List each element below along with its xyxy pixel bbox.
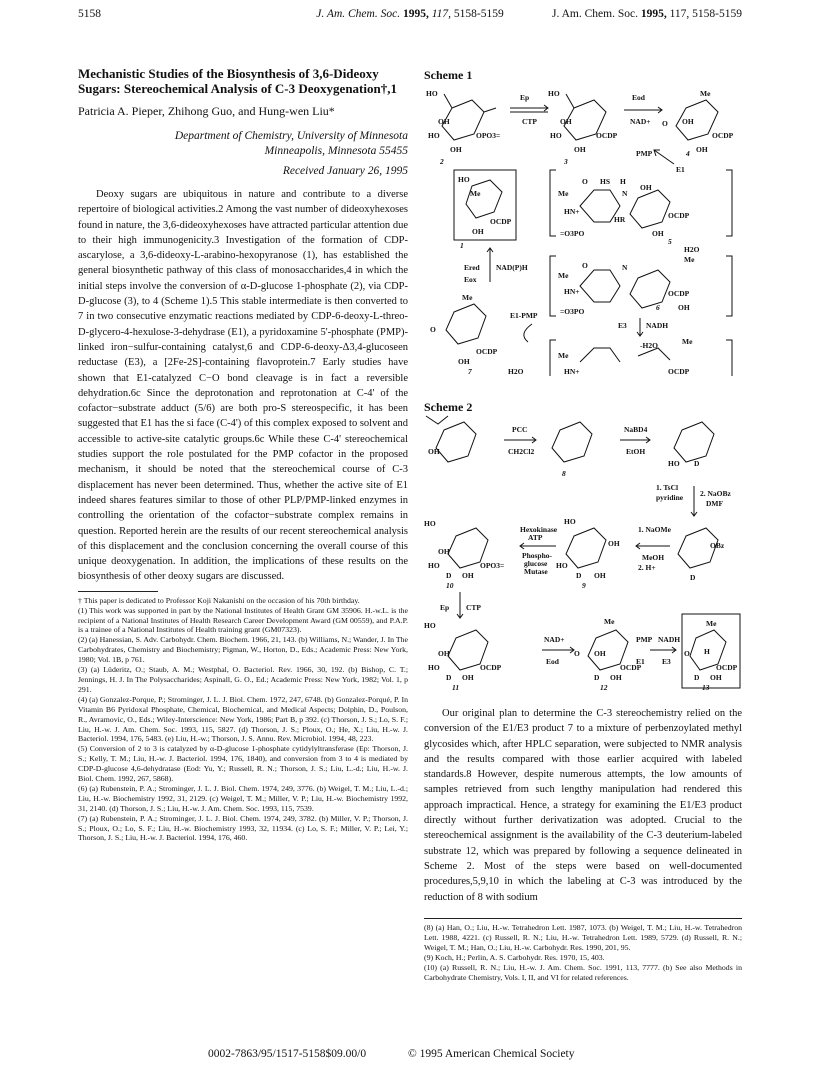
svg-text:D: D bbox=[690, 573, 696, 582]
svg-text:N: N bbox=[622, 263, 628, 272]
svg-text:Phospho-: Phospho- bbox=[522, 551, 553, 560]
svg-text:OH: OH bbox=[640, 183, 652, 192]
svg-text:EtOH: EtOH bbox=[626, 447, 646, 456]
svg-text:OH: OH bbox=[438, 649, 450, 658]
footnotes-left bbox=[78, 596, 408, 844]
footnote: (5) Conversion of 2 to 3 is catalyzed by α-D-glucose 1-phosphate cytidylyltransferase (Ep: Thorson, J. S.; Kelly, T. M.; Liu, H.-w. J. Bacteriol. 1994, 176, 1840), and conversion from 3 to 4 is mediated by CDP-D-glucose 4,6-dehydratase (Eod: Yu, Y.; Russell, R. N.; Thorson, J. S.; Liu, L.-d.; Liu, H.-w. J. Biol. Chem. 1992, 267, 5868). bbox=[78, 744, 408, 784]
svg-text:OH: OH bbox=[462, 673, 474, 682]
footnotes-right bbox=[424, 918, 742, 982]
svg-text:OCDP: OCDP bbox=[716, 663, 738, 672]
s1-ho: HO bbox=[426, 89, 438, 98]
svg-text:OH: OH bbox=[450, 145, 462, 154]
svg-text:HN+: HN+ bbox=[564, 287, 580, 296]
svg-text:OCDP: OCDP bbox=[668, 367, 690, 376]
svg-text:H2O: H2O bbox=[684, 245, 700, 254]
svg-text:H2O: H2O bbox=[508, 367, 524, 376]
compound-1: 1 bbox=[460, 241, 464, 250]
svg-text:HO: HO bbox=[458, 175, 470, 184]
svg-text:HO: HO bbox=[564, 517, 576, 526]
compound-13: 13 bbox=[702, 683, 710, 690]
footnote: (8) (a) Han, O.; Liu, H.-w. Tetrahedron Lett. 1987, 1073. (b) Weigel, T. M.; Liu, H.-w. Tetrahedron Lett. 1988, 4221. (c) Russell, R. N.; Liu, H.-w. Tetrahedron Lett. 1989, 5729. (d) Russell, R. N.; Weigel, T. M.; Han, O.; Liu, H.-w. Carbohydr. Res. 1990, 201, 95. bbox=[424, 923, 742, 952]
svg-text:Mutase: Mutase bbox=[524, 567, 548, 576]
svg-text:Ep: Ep bbox=[440, 603, 450, 612]
body-paragraph-1: Deoxy sugars are ubiquitous in nature and contribute to a diverse repertoire of biological activities.2 Among the vast number of dideoxyhexoses found in nature, the 3,6-dideoxyhexoses have attracted particular attention due to their high immunogenicity.3 Investigation of the formation of CDP-ascarylose, a 3,6-dideoxy-L-arabino-hexopyranose (1), has established the general biosynthetic pathway of this class of monosaccharides,4 in which the initial steps involve the conversion of α-D-glucose 1-phosphate (2), via CDP-D-glucose (3), to 4 (Scheme 1).5 This stable intermediate is then converted to 7 in two consecutive enzymatic reactions mediated by CDP-6-deoxy-L-threo-D-glycero-4-hexulose-3-dehydrase (E1), a pyridoxamine 5'-phosphate (PMP)-linked iron−sulfur-containing catalyst,6 and CDP-6-deoxy-Δ3,4-glucoseen reductase (E3), a [2Fe-2S]-containing flavoprotein.7 Early studies have shown that E1-catalyzed C−O bond cleavage is in fact a reversible dehydration.6c Since the deprotonation and reprotonation at C-4' of the cofactor−substrate adduct (5/6) are both pro-S stereospecific, it has been suggested that E1 has the si face (C-4') of this complex exposed to solvent and accessible to active-site catalytic groups.6c While these C-4' stereochemical studies support the role postulated for the PMP cofactor in the proposed mechanism, it should be noted that the stereochemical course of C-3 displacement has never been determined. Thus, whether the active site of E1 indeed shares features similar to those of other PLP/PMP-linked enzymes in controlling the orientation of the cofactor−substrate complex remains in question. Reported herein are the results of our recent stereochemical analysis of this displacement and the conclusion concerning the overall course of this unique deoxygenation. In addition, the implications of these results on the biosynthesis of other deoxy sugars are discussed. bbox=[78, 189, 408, 583]
svg-text:-H2O: -H2O bbox=[640, 341, 658, 350]
svg-text:NAD+: NAD+ bbox=[544, 635, 565, 644]
svg-text:OCDP: OCDP bbox=[668, 289, 690, 298]
svg-text:D: D bbox=[446, 673, 452, 682]
svg-text:O: O bbox=[574, 649, 580, 658]
svg-text:OPO3=: OPO3= bbox=[480, 561, 505, 570]
footnote: (4) (a) Gonzalez-Porque, P.; Strominger, J. L. J. Biol. Chem. 1972, 247, 6748. (b) Gonzalez-Porqué, P. In Vitamin B6 Pyridoxal Phosphate, Chemical, Biochemical, and Medical Aspects; Dolphin, D., Poulson, R., Avramovic, O., Eds.; Wiley-Interscience: New York, 1986; Part B, p 392. (c) Thorson, J. S.; Lo, S. F.; Liu, H.-w. J. Am. Chem. Soc. 1993, 115, 5827. (d) Thorson, J. S.; Ploux, O.; He, X.; Liu, H.-w. J. Bacteriol. 1994, 176, 5483. (e) Liu, H.-w.; Thorson, J. S. Annu. Rev. Microbiol. 1994, 48, 223. bbox=[78, 694, 408, 744]
svg-text:Me: Me bbox=[684, 255, 695, 264]
svg-text:O: O bbox=[662, 119, 668, 128]
svg-text:H: H bbox=[620, 177, 626, 186]
svg-text:OH: OH bbox=[438, 117, 450, 126]
compound-10: 10 bbox=[446, 581, 454, 590]
svg-text:HR: HR bbox=[614, 215, 626, 224]
svg-text:Me: Me bbox=[558, 351, 569, 360]
received-date: Received January 26, 1995 bbox=[282, 165, 408, 177]
svg-text:OH: OH bbox=[652, 229, 664, 238]
svg-text:OCDP: OCDP bbox=[480, 663, 502, 672]
compound-7: 7 bbox=[468, 367, 472, 376]
svg-text:OBz: OBz bbox=[710, 541, 725, 550]
svg-text:Ep: Ep bbox=[520, 93, 530, 102]
svg-text:HO: HO bbox=[428, 131, 440, 140]
svg-text:D: D bbox=[694, 673, 700, 682]
svg-text:O: O bbox=[430, 325, 436, 334]
svg-text:OCDP: OCDP bbox=[620, 663, 642, 672]
scheme1-figure bbox=[424, 86, 742, 376]
copyright: © 1995 American Chemical Society bbox=[408, 1048, 575, 1060]
svg-text:=O3PO: =O3PO bbox=[560, 229, 585, 238]
left-column bbox=[78, 66, 408, 843]
body-paragraph-2: Our original plan to determine the C-3 stereochemistry relied on the conversion of the E1/E3 product 7 to a mixture of perbenzoylated methyl glycosides which, after HPLC separation, were subjected to NMR analysis and the results compared with those earlier acquired with labeled standards.8 However, despite numerous attempts, the low amounts of samples retrieved from such lengthy manipulation had rendered this approach impractical. Hence, a strategy for examining the E1/E3 product directly without further derivatization was adopted. Crucial to the stereochemical assignment is the availability of the C-3 deuterium-labeled substrate 12, which was prepared by following a sequence delineated in Scheme 2. Most of the steps were based on well-documented procedures,5,9,10 in which the labeling at C-3 was introduced by the reduction of 8 with sodium bbox=[424, 708, 742, 903]
affiliation: Department of Chemistry, University of Minnesota Minneapolis, Minnesota 55455 bbox=[174, 130, 408, 157]
page-number: 5158 bbox=[78, 8, 101, 20]
svg-text:DMF: DMF bbox=[706, 499, 724, 508]
svg-text:CTP: CTP bbox=[522, 117, 537, 126]
svg-text:1. NaOMe: 1. NaOMe bbox=[638, 525, 671, 534]
svg-text:2. NaOBz: 2. NaOBz bbox=[700, 489, 731, 498]
svg-text:OPO3=: OPO3= bbox=[476, 131, 501, 140]
svg-text:E1-PMP: E1-PMP bbox=[510, 311, 538, 320]
right-column-text bbox=[424, 706, 742, 905]
svg-text:D: D bbox=[576, 571, 582, 580]
svg-text:N: N bbox=[622, 189, 628, 198]
svg-text:E3: E3 bbox=[618, 321, 627, 330]
svg-text:D: D bbox=[594, 673, 600, 682]
svg-text:Me: Me bbox=[558, 271, 569, 280]
svg-text:OH: OH bbox=[574, 145, 586, 154]
svg-text:H: H bbox=[704, 647, 710, 656]
svg-text:PCC: PCC bbox=[512, 425, 528, 434]
compound-8: 8 bbox=[562, 469, 566, 478]
svg-text:E3: E3 bbox=[662, 657, 671, 666]
svg-text:Me: Me bbox=[706, 619, 717, 628]
scheme1-heading bbox=[424, 66, 742, 84]
footnote: (6) (a) Rubenstein, P. A.; Strominger, J. L. J. Biol. Chem. 1974, 249, 3776. (b) Weigel, T. M.; Liu, L.-d.; Liu, H.-w. Biochemistry 1992, 31, 2129. (c) Weigel, T. M.; Miller, V. P.; Liu, H.-w. Biochemistry 1992, 31, 2140. (d) Thorson, J. S.; Liu, H.-w. J. Am. Chem. Soc. 1993, 115, 7539. bbox=[78, 783, 408, 813]
svg-text:E1: E1 bbox=[676, 165, 685, 174]
svg-text:OCDP: OCDP bbox=[596, 131, 618, 140]
svg-text:OCDP: OCDP bbox=[712, 131, 734, 140]
svg-text:O: O bbox=[582, 177, 588, 186]
svg-text:D: D bbox=[694, 459, 700, 468]
svg-text:NADH: NADH bbox=[658, 635, 681, 644]
article-title: Mechanistic Studies of the Biosynthesis of 3,6-Dideoxy Sugars: Stereochemical Analysis of C-3 Deoxygenation†,1 bbox=[78, 66, 397, 96]
svg-text:NaBD4: NaBD4 bbox=[624, 425, 648, 434]
svg-text:Me: Me bbox=[470, 189, 481, 198]
compound-12: 12 bbox=[600, 683, 608, 690]
footnote: (10) (a) Russell, R. N.; Liu, H.-w. J. Am. Chem. Soc. 1991, 113, 7777. (b) See also Methods in Carbohydrate Chemistry, Vols. I, II, and VI for related references. bbox=[424, 962, 742, 982]
svg-text:OH: OH bbox=[608, 539, 620, 548]
svg-text:NAD(P)H: NAD(P)H bbox=[496, 263, 528, 272]
journal-citation-right: J. Am. Chem. Soc. 1995, 117, 5158-5159 bbox=[552, 8, 742, 20]
svg-text:NADH: NADH bbox=[646, 321, 669, 330]
svg-text:PMP: PMP bbox=[636, 635, 653, 644]
footnote: (1) This work was supported in part by the National Institutes of Health Grant GM 35906. H.-w.L. is the recipient of a National Institutes of Health Research Career Development Award (GM 00559), and P.A.P. is a trainee of a National Institutes of Health training grant (GM07323). bbox=[78, 605, 408, 635]
journal-citation: J. Am. Chem. Soc. 1995, 117, 5158-5159 bbox=[316, 8, 504, 20]
svg-text:OH: OH bbox=[458, 357, 470, 366]
scheme2-figure bbox=[424, 414, 742, 690]
svg-text:Eox: Eox bbox=[464, 275, 477, 284]
compound-2: 2 bbox=[440, 157, 444, 166]
compound-3: 3 bbox=[564, 157, 568, 166]
footnote-divider bbox=[78, 591, 158, 592]
svg-text:MeOH: MeOH bbox=[642, 553, 665, 562]
svg-text:HO: HO bbox=[550, 131, 562, 140]
svg-text:OCDP: OCDP bbox=[476, 347, 498, 356]
svg-text:OH: OH bbox=[472, 227, 484, 236]
svg-text:HS: HS bbox=[600, 177, 611, 186]
article-code: 0002-7863/95/1517-5158$09.00/0 bbox=[208, 1048, 367, 1060]
footnote: (2) (a) Hanessian, S. Adv. Carbohydr. Chem. Biochem. 1966, 21, 143. (b) Williams, N.; Wander, J. In The Carbohydrates, Chemistry and Biochemistry; Pigman, W., Horton, D., Eds.; Academic Press: New York, 1980; Vol. 1B, p 761. bbox=[78, 635, 408, 665]
svg-text:D: D bbox=[446, 571, 452, 580]
svg-text:O: O bbox=[582, 261, 588, 270]
svg-text:glucose: glucose bbox=[524, 559, 548, 568]
svg-text:OH: OH bbox=[710, 673, 722, 682]
svg-text:OH: OH bbox=[682, 117, 694, 126]
footnote: † This paper is dedicated to Professor Koji Nakanishi on the occasion of his 70th birthday. bbox=[78, 595, 360, 605]
svg-text:HO: HO bbox=[424, 519, 436, 528]
svg-text:OH: OH bbox=[560, 117, 572, 126]
svg-text:OCDP: OCDP bbox=[668, 211, 690, 220]
svg-text:HO: HO bbox=[424, 621, 436, 630]
footnote-divider-right bbox=[424, 918, 742, 919]
svg-text:ATP: ATP bbox=[528, 533, 543, 542]
svg-text:Me: Me bbox=[604, 617, 615, 626]
svg-text:NAD+: NAD+ bbox=[630, 117, 651, 126]
svg-text:Hexokinase: Hexokinase bbox=[520, 525, 558, 534]
svg-text:PMP: PMP bbox=[636, 149, 653, 158]
svg-text:HN+: HN+ bbox=[564, 207, 580, 216]
svg-text:HO: HO bbox=[556, 561, 568, 570]
footnote: (7) (a) Rubenstein, P. A.; Strominger, J. L. J. Biol. Chem. 1974, 249, 3782. (b) Miller, V. P.; Thorson, J. S.; Ploux, O.; Lo, S. F.; Liu, H.-w. Biochemistry 1993, 32, 11934. (c) Lo, S. F.; Miller, V. P.; Lei, Y.; Thorson, J. S.; Liu, H.-w. J. Bacteriol. 1994, 176, 460. bbox=[78, 813, 408, 843]
svg-text:E1: E1 bbox=[636, 657, 645, 666]
svg-text:Ered: Ered bbox=[464, 263, 480, 272]
author-list: Patricia A. Pieper, Zhihong Guo, and Hung-wen Liu* bbox=[78, 104, 335, 118]
svg-text:HO: HO bbox=[428, 663, 440, 672]
svg-text:Me: Me bbox=[558, 189, 569, 198]
svg-text:OH: OH bbox=[696, 145, 708, 154]
svg-text:Eod: Eod bbox=[632, 93, 645, 102]
svg-text:Me: Me bbox=[682, 337, 693, 346]
scheme2-label: Scheme 2 bbox=[424, 400, 473, 414]
svg-text:HN+: HN+ bbox=[564, 367, 580, 376]
footnote: (3) (a) Lüderitz, O.; Staub, A. M.; Westphal, O. Bacteriol. Rev. 1966, 30, 192. (b) Bishop, C. T.; Jennings, H. J. In The Polysaccharides; Aspinall, G. O., Ed.; Academic Press: New York, 1982; Vol. 1, p 291. bbox=[78, 665, 408, 694]
svg-text:CH2Cl2: CH2Cl2 bbox=[508, 447, 535, 456]
svg-text:HO: HO bbox=[428, 561, 440, 570]
svg-text:1. TsCl: 1. TsCl bbox=[656, 483, 679, 492]
compound-9: 9 bbox=[582, 581, 586, 590]
svg-text:=O3PO: =O3PO bbox=[560, 307, 585, 316]
svg-text:pyridine: pyridine bbox=[656, 493, 684, 502]
compound-6: 6 bbox=[656, 303, 660, 312]
scheme1-label: Scheme 1 bbox=[424, 68, 473, 82]
running-header bbox=[78, 8, 742, 26]
svg-text:OH: OH bbox=[678, 303, 690, 312]
svg-text:OCDP: OCDP bbox=[490, 217, 512, 226]
svg-text:OH: OH bbox=[438, 547, 450, 556]
svg-text:OH: OH bbox=[428, 447, 440, 456]
svg-text:OH: OH bbox=[594, 571, 606, 580]
svg-text:OH: OH bbox=[462, 571, 474, 580]
svg-text:OH: OH bbox=[610, 673, 622, 682]
compound-5: 5 bbox=[668, 237, 672, 246]
svg-text:HO: HO bbox=[668, 459, 680, 468]
svg-text:Me: Me bbox=[462, 293, 473, 302]
svg-text:2. H+: 2. H+ bbox=[638, 563, 656, 572]
compound-4: 4 bbox=[686, 149, 690, 158]
svg-text:O: O bbox=[684, 649, 690, 658]
svg-text:HO: HO bbox=[548, 89, 560, 98]
svg-text:CTP: CTP bbox=[466, 603, 481, 612]
svg-text:OH: OH bbox=[594, 649, 606, 658]
svg-text:Me: Me bbox=[700, 89, 711, 98]
svg-text:Eod: Eod bbox=[546, 657, 559, 666]
compound-11: 11 bbox=[452, 683, 460, 690]
footnote: (9) Koch, H.; Perlin, A. S. Carbohydr. Res. 1970, 15, 403. bbox=[424, 952, 605, 962]
